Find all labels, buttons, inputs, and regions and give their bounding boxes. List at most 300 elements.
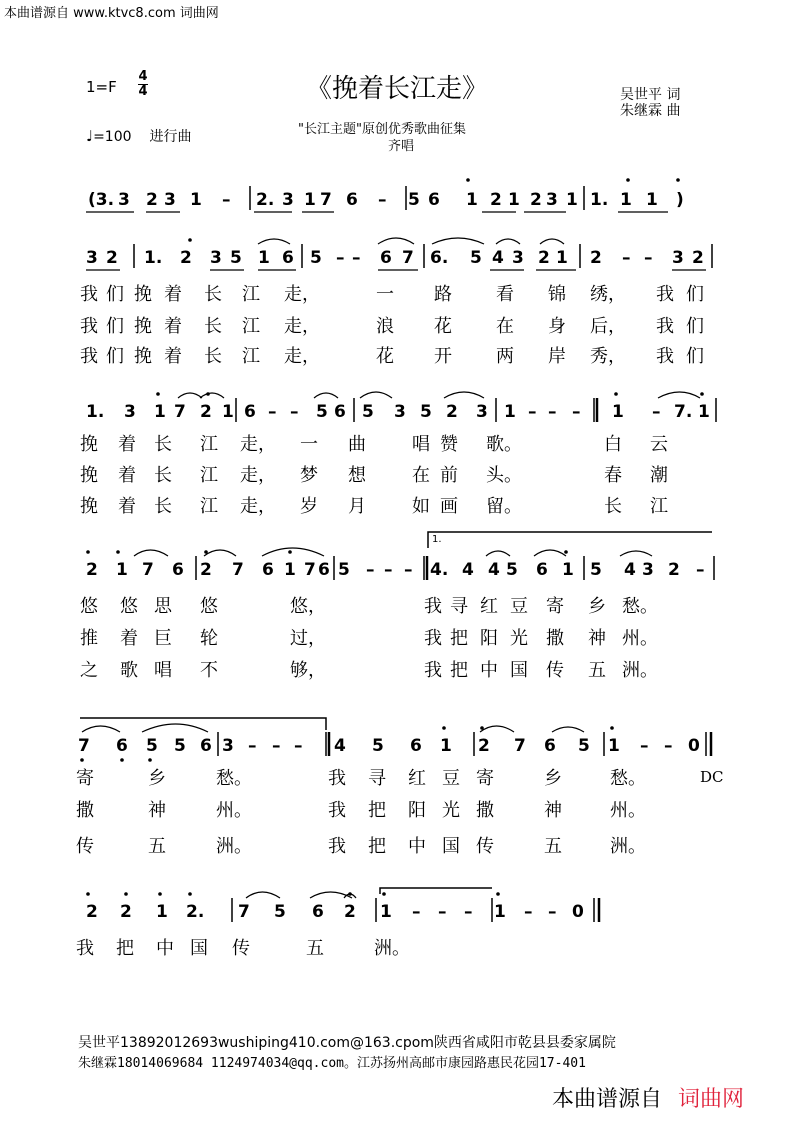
lyric-syllable: 们	[686, 316, 704, 337]
score-note: 2	[538, 248, 550, 268]
score-note: 6	[544, 736, 556, 756]
score-note: 5	[408, 190, 420, 210]
lyric-syllable: 国	[190, 938, 208, 959]
score-note: 2	[120, 902, 132, 922]
score-note: 3	[642, 560, 654, 580]
underlines	[86, 212, 706, 270]
lyric-syllable: 我	[424, 596, 442, 617]
score-note: 1	[466, 190, 478, 210]
lyric-syllable: 五	[588, 660, 606, 681]
score-note: 1	[154, 402, 166, 422]
score-note: 7	[142, 560, 154, 580]
score-note: 7	[78, 736, 90, 756]
score-note: 3	[512, 248, 524, 268]
lyric-syllable: 挽	[80, 465, 98, 486]
score-note: 4	[334, 736, 346, 756]
score-note: 1	[612, 402, 624, 422]
lyric-syllable: 花	[434, 316, 452, 337]
score-note: 5	[372, 736, 384, 756]
lyric-syllable: 云	[650, 434, 668, 455]
lyric-syllable: 五	[544, 836, 562, 857]
score-note: 1	[380, 902, 392, 922]
lyric-syllable: 乡	[148, 768, 166, 789]
lyric-syllable: 梦	[300, 465, 318, 486]
style-marking: 进行曲	[149, 129, 192, 145]
subtitle: "长江主题"原创优秀歌曲征集	[298, 122, 466, 137]
lyric-syllable: 后，	[590, 316, 626, 337]
lyric-syllable: 寄	[76, 768, 94, 789]
lyric-syllable: 撒	[476, 800, 494, 821]
composer-credit: 朱继霖 曲	[620, 103, 681, 119]
score-note: 7	[238, 902, 250, 922]
lyric-syllable: 两	[496, 346, 514, 367]
score-note: 5	[578, 736, 590, 756]
lyric-syllable: 神	[544, 800, 562, 821]
lyric-syllable: 撒	[76, 800, 94, 821]
score-note: 3	[476, 402, 488, 422]
lyric-syllable: 把	[450, 660, 468, 681]
lyric-syllable: 唱	[154, 660, 172, 681]
score-note: 1	[608, 736, 620, 756]
lyric-syllable: 阳	[408, 800, 426, 821]
score-note: 1.	[144, 248, 163, 268]
score-note: 6	[536, 560, 548, 580]
lyric-syllable: 在	[412, 465, 430, 486]
lyric-syllable: 够，	[290, 660, 326, 681]
score-note: –	[548, 402, 557, 422]
lyric-syllable: 挽	[134, 284, 152, 305]
lyric-syllable: 寻	[450, 596, 468, 617]
lyric-syllable: 州。	[622, 628, 658, 649]
lyric-syllable: 身	[548, 316, 566, 337]
score-note: 1	[504, 402, 516, 422]
score-note: 5	[146, 736, 158, 756]
lyric-syllable: 乡	[544, 768, 562, 789]
score-note: 2	[180, 248, 192, 268]
lyricist-credit: 吴世平 词	[620, 87, 681, 103]
footer-composer-contact: 朱继霖18014069684 1124974034@qq.com。江苏扬州高邮市康园路惠民花园17-401	[78, 1056, 586, 1071]
score-note: 5	[470, 248, 482, 268]
lyric-syllable: 浪	[376, 316, 394, 337]
score-note: –	[548, 902, 557, 922]
score-note: –	[524, 902, 533, 922]
score-note: 1	[698, 402, 710, 422]
lyric-syllable: 前	[440, 465, 458, 486]
lyric-syllable: 花	[376, 346, 394, 367]
lyric-syllable: 撒	[546, 628, 564, 649]
score-note: –	[644, 248, 653, 268]
score-note: 1	[556, 248, 568, 268]
lyric-syllable: 在	[496, 316, 514, 337]
lyric-syllable: 着	[120, 628, 138, 649]
score-note: 2	[446, 402, 458, 422]
lyric-syllable: 我	[424, 628, 442, 649]
score-note: 5	[274, 902, 286, 922]
lyric-syllable: 岸	[548, 346, 566, 367]
lyric-syllable: 神	[588, 628, 606, 649]
score-note: 2	[692, 248, 704, 268]
lyric-syllable: 长	[204, 284, 222, 305]
score-note: 5	[230, 248, 242, 268]
time-signature-bottom: 4	[138, 84, 148, 99]
lyric-syllable: 传	[232, 938, 250, 959]
score-note: 6	[312, 902, 324, 922]
performance-type: 齐唱	[388, 139, 415, 154]
score-note: 2	[344, 902, 356, 922]
lyric-syllable: 路	[434, 284, 452, 305]
score-note: –	[294, 736, 303, 756]
lyric-syllable: 轮	[200, 628, 218, 649]
score-note: 5	[174, 736, 186, 756]
lyric-syllable: 长	[154, 496, 172, 517]
score-note: 3	[546, 190, 558, 210]
score-note: (3.	[88, 190, 115, 210]
score-note: 3	[118, 190, 130, 210]
lyric-syllable: 我	[80, 284, 98, 305]
volta-label: 1.	[432, 534, 442, 545]
lyric-syllable: 们	[686, 346, 704, 367]
lyric-syllable: 传	[76, 836, 94, 857]
lyric-syllable: 我	[80, 316, 98, 337]
lyric-syllable: 着	[118, 465, 136, 486]
lyric-syllable: 想	[348, 465, 366, 486]
score-note: 6.	[430, 248, 449, 268]
lyric-syllable: 绣，	[590, 284, 626, 305]
lyric-syllable: 走，	[240, 496, 276, 517]
lyric-syllable: 豆	[510, 596, 528, 617]
lyric-syllable: 江	[242, 284, 260, 305]
score-note: 6	[428, 190, 440, 210]
lyric-syllable: 寄	[476, 768, 494, 789]
lyric-syllable: 曲	[348, 434, 366, 455]
lyric-syllable: 挽	[80, 434, 98, 455]
lyric-syllable: 国	[510, 660, 528, 681]
score-note: 7.	[674, 402, 693, 422]
lyric-syllable: 传	[546, 660, 564, 681]
score-note: –	[290, 402, 299, 422]
lyric-syllable: 之	[80, 660, 98, 681]
score-note: 1	[304, 190, 316, 210]
lyric-syllable: 秀，	[590, 346, 626, 367]
lyric-syllable: 江	[242, 316, 260, 337]
lyric-syllable: 走，	[284, 284, 320, 305]
score-note: 4	[624, 560, 636, 580]
lyric-syllable: 一	[300, 434, 318, 455]
score-note: 1	[646, 190, 658, 210]
score-note: 5	[506, 560, 518, 580]
lyric-syllable: 我	[76, 938, 94, 959]
lyric-syllable: 洲。	[374, 938, 410, 959]
da-capo-marking: DC	[700, 768, 724, 786]
lyric-syllable: 歌	[120, 660, 138, 681]
score-note: –	[272, 736, 281, 756]
score-note: 6	[200, 736, 212, 756]
lyric-syllable: 州。	[216, 800, 252, 821]
score-note: –	[528, 402, 537, 422]
lyric-syllable: 江	[200, 434, 218, 455]
lyric-syllable: 悠	[80, 596, 98, 617]
score-note: 6	[380, 248, 392, 268]
score-note: 1	[156, 902, 168, 922]
score-note: 3	[222, 736, 234, 756]
score-note: 3	[164, 190, 176, 210]
footer-logo	[552, 1082, 744, 1113]
lyric-syllable: 中	[480, 660, 498, 681]
score-note: 6	[334, 402, 346, 422]
lyric-syllable: 唱	[412, 434, 430, 455]
score-note: 7	[402, 248, 414, 268]
lyric-syllable: 走，	[284, 316, 320, 337]
lyric-syllable: 长	[204, 346, 222, 367]
lyric-syllable: 白	[604, 434, 622, 455]
score-note: 6	[282, 248, 294, 268]
score-note: 1	[284, 560, 296, 580]
score-note: 0	[572, 902, 584, 922]
score-note: 1	[258, 248, 270, 268]
score-note: 2.	[186, 902, 205, 922]
score-note: –	[572, 402, 581, 422]
score-note: 7	[304, 560, 316, 580]
lyric-syllable: 寄	[546, 596, 564, 617]
score-note: 5	[338, 560, 350, 580]
score-note: 3	[210, 248, 222, 268]
song-title: 《挽着长江走》	[306, 74, 489, 104]
score-note: 4	[492, 248, 504, 268]
score-note: 1	[566, 190, 578, 210]
score-note: –	[248, 736, 257, 756]
lyric-syllable: 歌。	[486, 434, 522, 455]
score-note: 7	[232, 560, 244, 580]
score-note: 3	[124, 402, 136, 422]
lyric-syllable: 岁	[300, 496, 318, 517]
lyric-syllable: 思	[154, 596, 172, 617]
score-note: 1	[562, 560, 574, 580]
lyric-syllable: 传	[476, 836, 494, 857]
score-note: 1.	[86, 402, 105, 422]
lyric-syllable: 愁。	[622, 596, 658, 617]
lyric-syllable: 长	[204, 316, 222, 337]
score-note: 6	[346, 190, 358, 210]
lyric-syllable: 悠	[120, 596, 138, 617]
lyric-syllable: 五	[306, 938, 324, 959]
lyric-syllable: 走，	[240, 434, 276, 455]
lyric-syllable: 州。	[610, 800, 646, 821]
lyric-syllable: 把	[450, 628, 468, 649]
lyric-syllable: 中	[156, 938, 174, 959]
score-note: 1	[222, 402, 234, 422]
quarter-note-icon: ♩	[86, 127, 94, 145]
score-note: –	[664, 736, 673, 756]
score-note: 4	[488, 560, 500, 580]
source-banner: 本曲谱源自 www.ktvc8.com 词曲网	[4, 6, 219, 21]
lyric-syllable: 我	[656, 316, 674, 337]
lyric-syllable: 乡	[588, 596, 606, 617]
lyric-syllable: 我	[656, 284, 674, 305]
score-note: –	[268, 402, 277, 422]
lyric-syllable: 中	[408, 836, 426, 857]
score-note: 1.	[590, 190, 609, 210]
score-note: 3	[394, 402, 406, 422]
lyric-syllable: 我	[328, 800, 346, 821]
lyric-syllable: 江	[200, 496, 218, 517]
footer-logo-text: 本曲谱源自	[552, 1087, 663, 1112]
lyric-syllable: 不	[200, 660, 218, 681]
lyric-syllable: 春	[604, 465, 622, 486]
lyric-syllable: 走，	[284, 346, 320, 367]
lyric-syllable: 开	[434, 346, 452, 367]
lyric-syllable: 阳	[480, 628, 498, 649]
lyric-syllable: 着	[118, 434, 136, 455]
score-note: 4	[462, 560, 474, 580]
score-note: 1	[116, 560, 128, 580]
score-note: 6	[116, 736, 128, 756]
lyric-syllable: 我	[656, 346, 674, 367]
score-note: 3	[86, 248, 98, 268]
lyric-syllable: 洲。	[622, 660, 658, 681]
score-note: 7	[514, 736, 526, 756]
score-note: )	[676, 190, 684, 210]
score-note: –	[464, 902, 473, 922]
score-note: 1	[190, 190, 202, 210]
lyric-syllable: 光	[510, 628, 528, 649]
score-note: 2	[146, 190, 158, 210]
lyric-syllable: 国	[442, 836, 460, 857]
lyric-syllable: 走，	[240, 465, 276, 486]
score-note: 6	[244, 402, 256, 422]
score-note: 2	[86, 902, 98, 922]
score-note: 1	[494, 902, 506, 922]
lyric-syllable: 我	[424, 660, 442, 681]
lyric-syllable: 着	[164, 346, 182, 367]
score-note: 2	[530, 190, 542, 210]
lyric-syllable: 我	[80, 346, 98, 367]
lyric-syllable: 江	[200, 465, 218, 486]
lyric-syllable: 们	[106, 346, 124, 367]
score-note: –	[438, 902, 447, 922]
score-note: 2.	[256, 190, 275, 210]
score-note: 2	[200, 560, 212, 580]
lyric-syllable: 愁。	[216, 768, 252, 789]
lyric-syllable: 长	[604, 496, 622, 517]
lyric-syllable: 过，	[290, 628, 326, 649]
lyric-syllable: 们	[106, 316, 124, 337]
time-signature-top: 4	[138, 69, 148, 84]
score-note: 6	[172, 560, 184, 580]
lyric-syllable: 潮	[650, 465, 668, 486]
score-note: 2	[490, 190, 502, 210]
lyric-syllable: 把	[116, 938, 134, 959]
score-note: 1	[620, 190, 632, 210]
score-note: –	[222, 190, 231, 210]
lyric-syllable: 挽	[80, 496, 98, 517]
score-note: 3	[282, 190, 294, 210]
lyric-syllable: 赞	[440, 434, 458, 455]
lyric-syllable: 红	[480, 596, 498, 617]
lyric-syllable: 着	[164, 284, 182, 305]
score-note: –	[384, 560, 393, 580]
score-note: 1	[508, 190, 520, 210]
lyric-syllable: 挽	[134, 346, 152, 367]
score-note: –	[696, 560, 705, 580]
lyric-syllable: 们	[686, 284, 704, 305]
lyric-syllable: 豆	[442, 768, 460, 789]
score-note: 7	[320, 190, 332, 210]
lyric-syllable: 悠	[200, 596, 218, 617]
lyric-syllable: 红	[408, 768, 426, 789]
lyric-syllable: 巨	[154, 628, 172, 649]
lyric-syllable: 愁。	[610, 768, 646, 789]
lyric-syllable: 光	[442, 800, 460, 821]
lyric-syllable: 我	[328, 836, 346, 857]
lyric-syllable: 看	[496, 284, 514, 305]
score-note: 5	[420, 402, 432, 422]
lyric-syllable: 月	[348, 496, 366, 517]
tempo-value: =100	[93, 129, 132, 145]
lyric-syllable: 长	[154, 465, 172, 486]
score-note: –	[378, 190, 387, 210]
lyric-syllable: 神	[148, 800, 166, 821]
key-signature: 1=F	[86, 78, 117, 96]
score-note: 5	[590, 560, 602, 580]
footer-logo-brand: 词曲网	[678, 1087, 745, 1112]
lyric-syllable: 寻	[368, 768, 386, 789]
score-note: 2	[200, 402, 212, 422]
score-note: –	[366, 560, 375, 580]
lyric-syllable: 把	[368, 800, 386, 821]
lyric-syllable: 江	[242, 346, 260, 367]
score-note: 2	[106, 248, 118, 268]
lyric-syllable: 五	[148, 836, 166, 857]
lyric-syllable: 头。	[486, 465, 522, 486]
lyric-syllable: 悠，	[290, 596, 326, 617]
lyric-syllable: 留。	[486, 496, 522, 517]
score-note: –	[352, 248, 361, 268]
lyric-syllable: 挽	[134, 316, 152, 337]
score-note: 3	[672, 248, 684, 268]
lyric-syllable: 着	[164, 316, 182, 337]
lyric-syllable: 洲。	[610, 836, 646, 857]
lyric-syllable: 们	[106, 284, 124, 305]
footer-lyricist-contact: 吴世平13892012693wushiping410.com@163.cpom陕西省咸阳市乾县县委家属院	[78, 1035, 616, 1051]
score-note: 5	[310, 248, 322, 268]
lyric-syllable: 画	[440, 496, 458, 517]
score-note: –	[640, 736, 649, 756]
score-note: 1	[440, 736, 452, 756]
lyric-syllable: 把	[368, 836, 386, 857]
score-note: 2	[478, 736, 490, 756]
score-note: –	[404, 560, 413, 580]
lyric-syllable: 洲。	[216, 836, 252, 857]
lyric-syllable: 一	[376, 284, 394, 305]
score-note: 2	[590, 248, 602, 268]
score-note: 2	[668, 560, 680, 580]
score-note: 5	[362, 402, 374, 422]
lyric-syllable: 着	[118, 496, 136, 517]
score-note: 0	[688, 736, 700, 756]
lyric-syllable: 江	[650, 496, 668, 517]
score-note: 6	[410, 736, 422, 756]
lyric-syllable: 推	[80, 628, 98, 649]
score-note: 7	[174, 402, 186, 422]
lyric-syllable: 长	[154, 434, 172, 455]
score-note: 2	[86, 560, 98, 580]
lyric-syllable: 我	[328, 768, 346, 789]
score-note: 5	[316, 402, 328, 422]
score-note: 6	[318, 560, 330, 580]
score-note: –	[622, 248, 631, 268]
lyric-syllable: 如	[412, 496, 430, 517]
lyric-syllable: 锦	[548, 284, 566, 305]
